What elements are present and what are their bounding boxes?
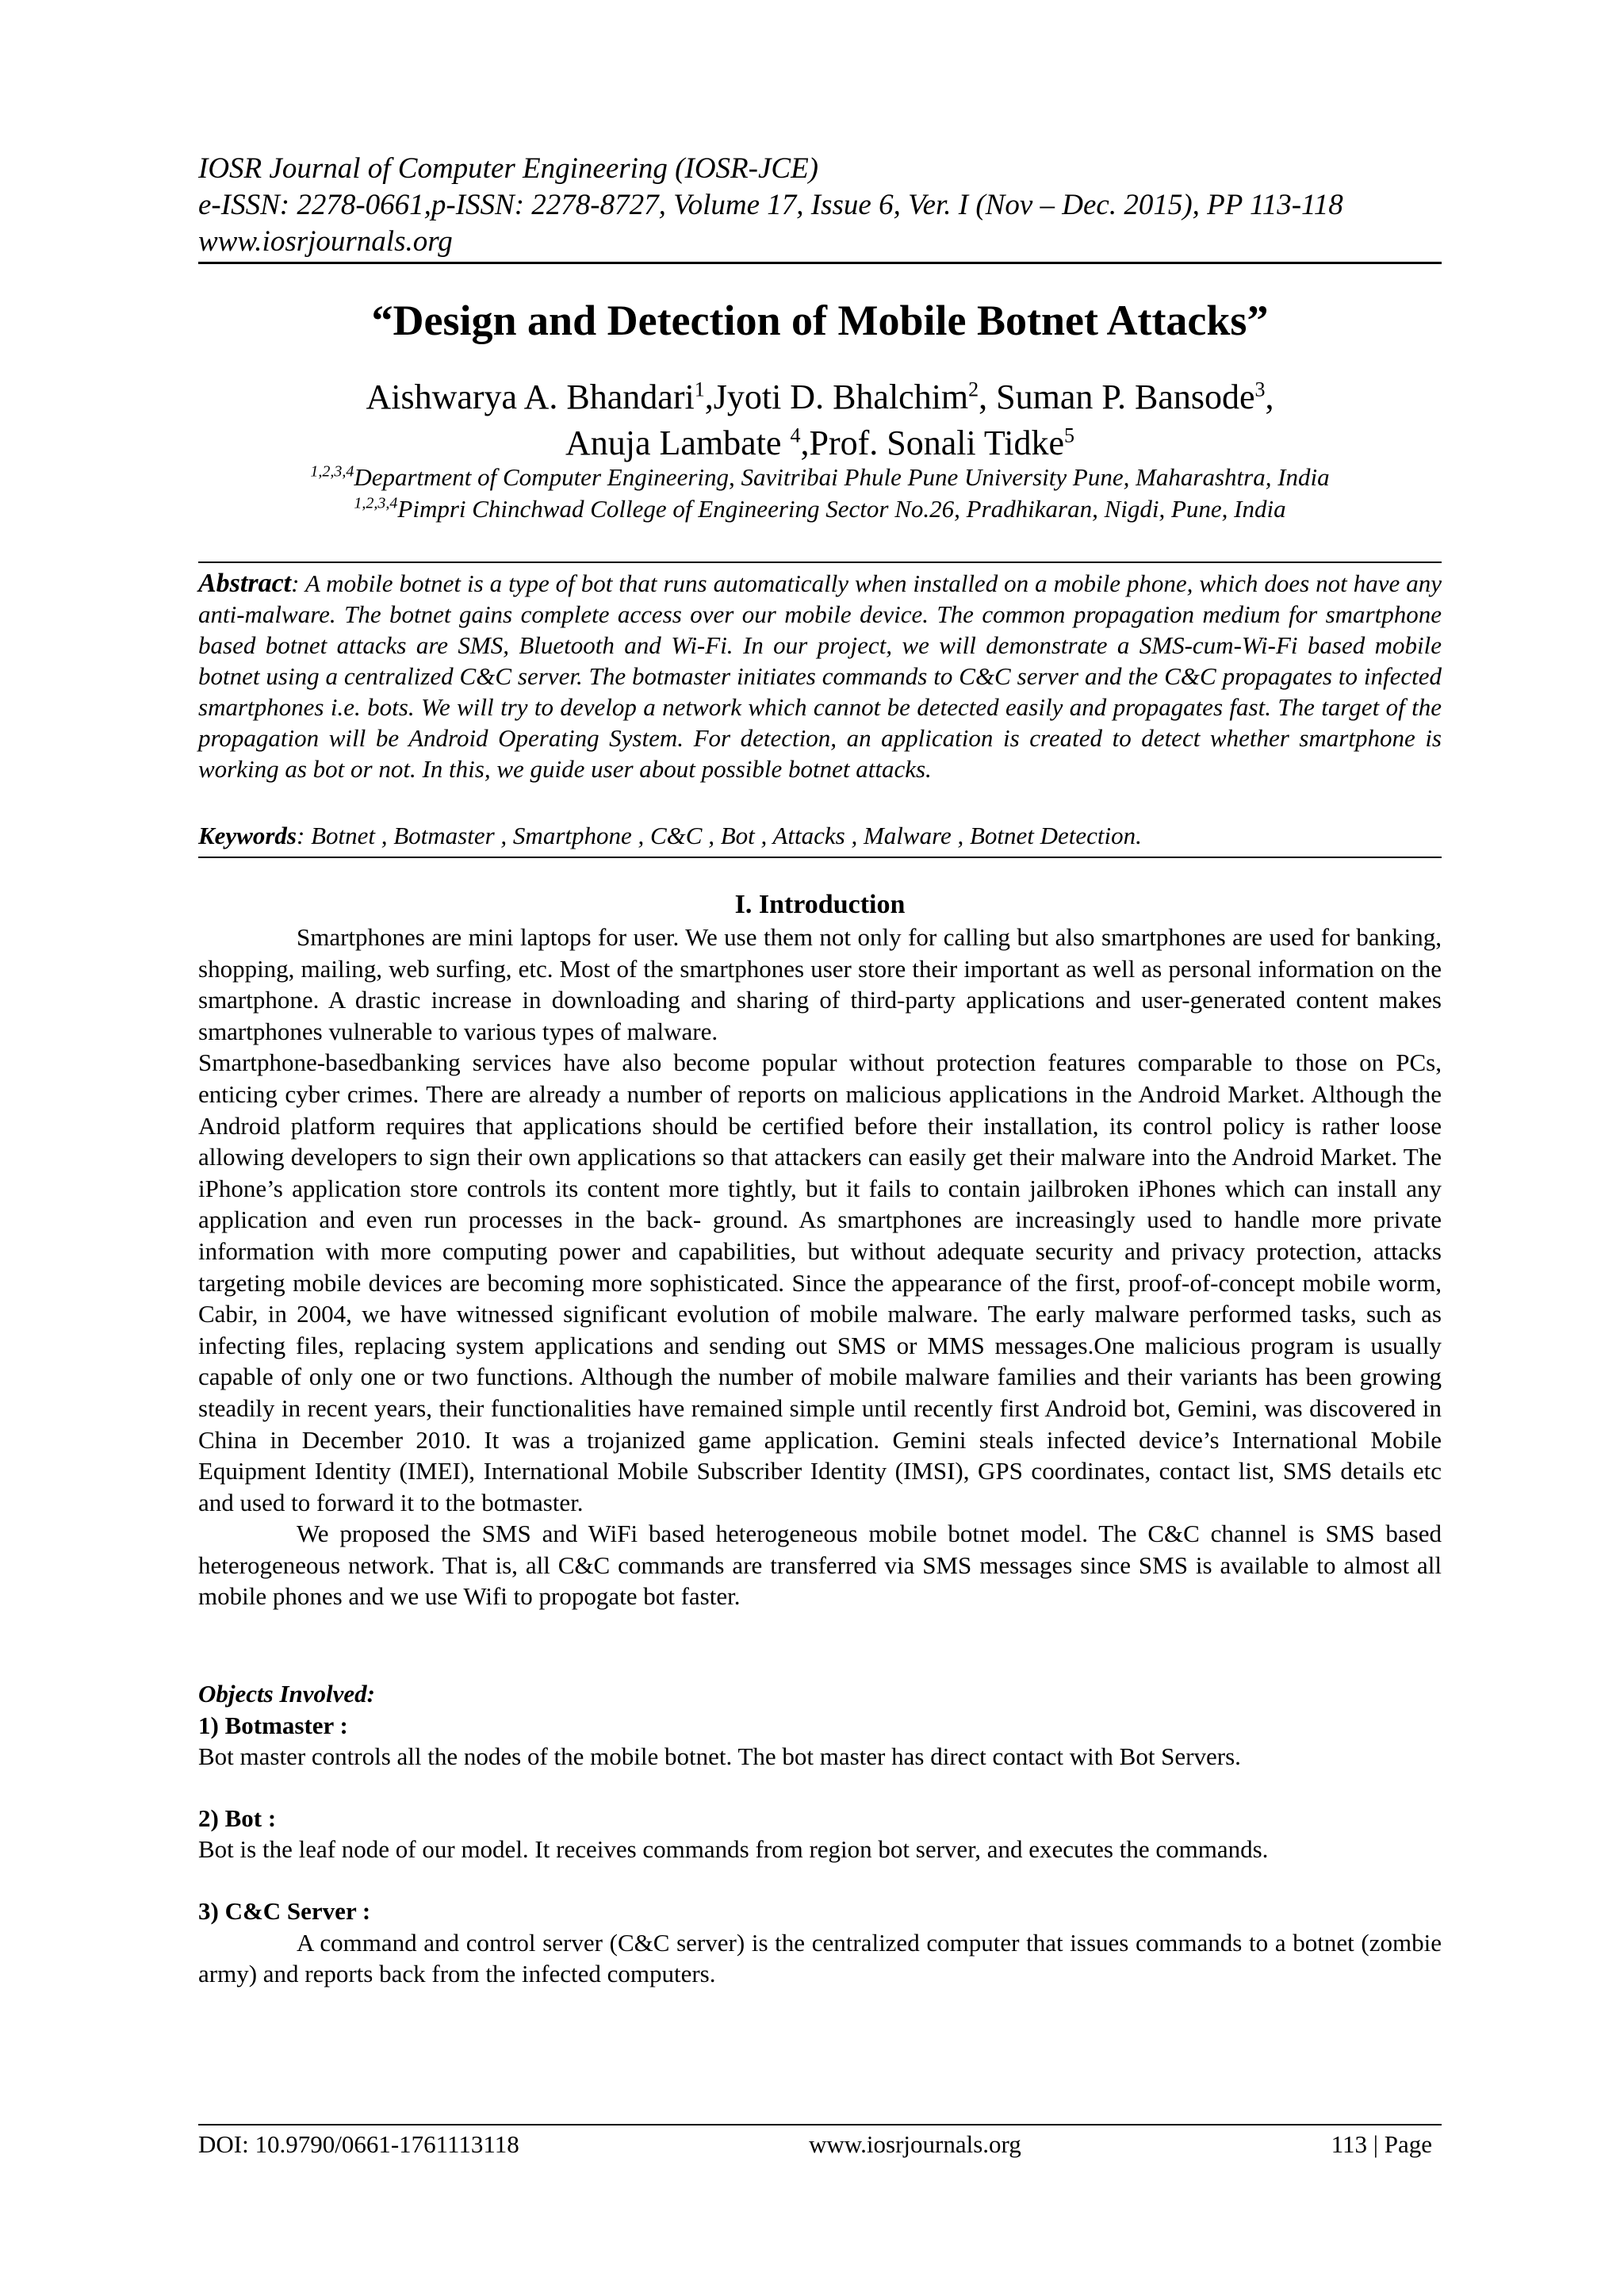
affiliations [198, 462, 1442, 525]
journal-issn: e-ISSN: 2278-0661,p-ISSN: 2278-8727, Volume 17, Issue 6, Ver. I (Nov – Dec. 2015), PP 113-118 [198, 189, 1343, 221]
affiliation-mark: 1,2,3,4 [310, 462, 354, 481]
footer-doi: DOI: 10.9790/0661-1761113118 [198, 2130, 519, 2158]
object-text: A command and control server (C&C server) is the centralized computer that issues commands to a botnet (zombie army) and reports back from the infected computers. [198, 1928, 1442, 1988]
affiliation-text: Department of Computer Engineering, Savitribai Phule Pune University Pune, Maharashtra, India [354, 463, 1330, 491]
paragraph: We proposed the SMS and WiFi based heterogeneous mobile botnet model. The C&C channel is SMS based heterogeneous network. That is, all C&C commands are transferred via SMS messages since SMS is available to almost all mobile phones and we use Wifi to propogate bot faster. [198, 1520, 1442, 1611]
author-name: , Suman P. Bansode [979, 378, 1255, 416]
journal-header [198, 151, 1435, 260]
author-separator: , [1265, 378, 1274, 416]
paragraph: Smartphones are mini laptops for user. We use them not only for calling but also smartphones are used for banking, shopping, mailing, web surfing, etc. Most of the smartphones user store their important as well as personal information on the smartphone. A drastic increase in downloading and sharing of third-party applications and user-generated content makes smartphones vulnerable to various types of malware. [198, 923, 1442, 1045]
journal-name: IOSR Journal of Computer Engineering (IOSR-JCE) [198, 152, 818, 185]
object-title: 1) Botmaster : [198, 1711, 348, 1739]
footer-website: www.iosrjournals.org [809, 2130, 1021, 2158]
affiliation-text: Pimpri Chinchwad College of Engineering Sector No.26, Pradhikaran, Nigdi, Pune, India [397, 495, 1286, 523]
author-name: Anuja Lambate [565, 424, 791, 462]
header-divider [198, 262, 1442, 264]
author-name: ,Prof. Sonali Tidke [800, 424, 1064, 462]
introduction-body [198, 922, 1442, 1612]
author-line-1 [198, 374, 1442, 420]
abstract [198, 568, 1442, 784]
author-affil-mark: 1 [694, 378, 705, 401]
object-title: 2) Bot : [198, 1803, 277, 1832]
footer-page-number: 113 | Page [1331, 2130, 1432, 2158]
paper-title: “Design and Detection of Mobile Botnet Attacks” [371, 297, 1269, 344]
objects-heading: Objects Involved: [198, 1680, 375, 1708]
author-name: Aishwarya A. Bhandari [366, 378, 695, 416]
affiliation-line [198, 462, 1442, 493]
object-text: Bot master controls all the nodes of the mobile botnet. The bot master has direct contact with Bot Servers. [198, 1742, 1241, 1771]
section-heading-introduction: I. Introduction [734, 890, 906, 919]
object-title: 3) C&C Server : [198, 1896, 371, 1925]
author-line-2 [198, 420, 1442, 466]
abstract-text: : A mobile botnet is a type of bot that runs automatically when installed on a mobile phone, which does not have any anti-malware. The botnet gains complete access over our mobile device. The common propagation medium for smartphone based botnet attacks are SMS, Bluetooth and Wi-Fi. In our project, we will demonstrate a SMS-cum-Wi-Fi based mobile botnet using a centralized C&C server. The botmaster initiates commands to C&C server and the C&C propagates to infected smartphones i.e. bots. We will try to develop a network which cannot be detected easily and propagates fast. The target of the propagation will be Android Operating System. For detection, an application is created to detect whether smartphone is working as bot or not. In this, we guide user about possible botnet attacks. [198, 569, 1442, 783]
paragraph: Smartphone-basedbanking services have also become popular without protection features comparable to those on PCs, enticing cyber crimes. There are already a number of reports on malicious applications in the Android Market. Although the Android platform requires that applications should be certified before their installation, its control policy is rather loose allowing developers to sign their own applications so that attackers can easily get their malware into the Android Market. The iPhone’s application store controls its content more tightly, but it fails to contain jailbroken iPhones which can install any application and even run processes in the back- ground. As smartphones are increasingly used to handle more private information with more computing power and capabilities, but without adequate security and privacy protection, attacks targeting mobile devices are becoming more sophisticated. Since the appearance of the first, proof-of-concept mobile worm, Cabir, in 2004, we have witnessed significant evolution of mobile malware. The early malware performed tasks, such as infecting files, replacing system applications and sending out SMS or MMS messages.One malicious program is usually capable of only one or two functions. Although the number of mobile malware families and their variants has been growing steadily in recent years, their functionalities have remained simple until recently first Android bot, Gemini, was discovered in China in December 2010. It was a trojanized game application. Gemini steals infected device’s International Mobile Equipment Identity (IMEI), International Mobile Subscriber Identity (IMSI), GPS coordinates, contact list, SMS details etc and used to forward it to the botmaster. [198, 1048, 1442, 1516]
objects-involved [198, 1678, 1442, 1990]
keywords-bottom-divider [198, 857, 1442, 858]
abstract-top-divider [198, 562, 1442, 563]
keywords-label: Keywords [198, 822, 297, 849]
spacer [198, 1865, 1442, 1895]
abstract-label: Abstract [198, 569, 292, 598]
keywords-text: : Botnet , Botmaster , Smartphone , C&C , Bot , Attacks , Malware , Botnet Detection. [297, 822, 1142, 849]
object-text: Bot is the leaf node of our model. It receives commands from region bot server, and executes the commands. [198, 1835, 1269, 1864]
spacer [198, 1773, 1442, 1803]
author-name: ,Jyoti D. Bhalchim [704, 378, 969, 416]
journal-website: www.iosrjournals.org [198, 225, 453, 258]
affiliation-line [198, 493, 1442, 525]
author-affil-mark: 4 [790, 424, 801, 447]
author-affil-mark: 2 [968, 378, 979, 401]
footer-divider [198, 2124, 1442, 2125]
affiliation-mark: 1,2,3,4 [354, 494, 398, 512]
author-affil-mark: 5 [1063, 424, 1074, 447]
author-affil-mark: 3 [1254, 378, 1266, 401]
author-list [198, 374, 1442, 466]
keywords [198, 820, 1442, 851]
